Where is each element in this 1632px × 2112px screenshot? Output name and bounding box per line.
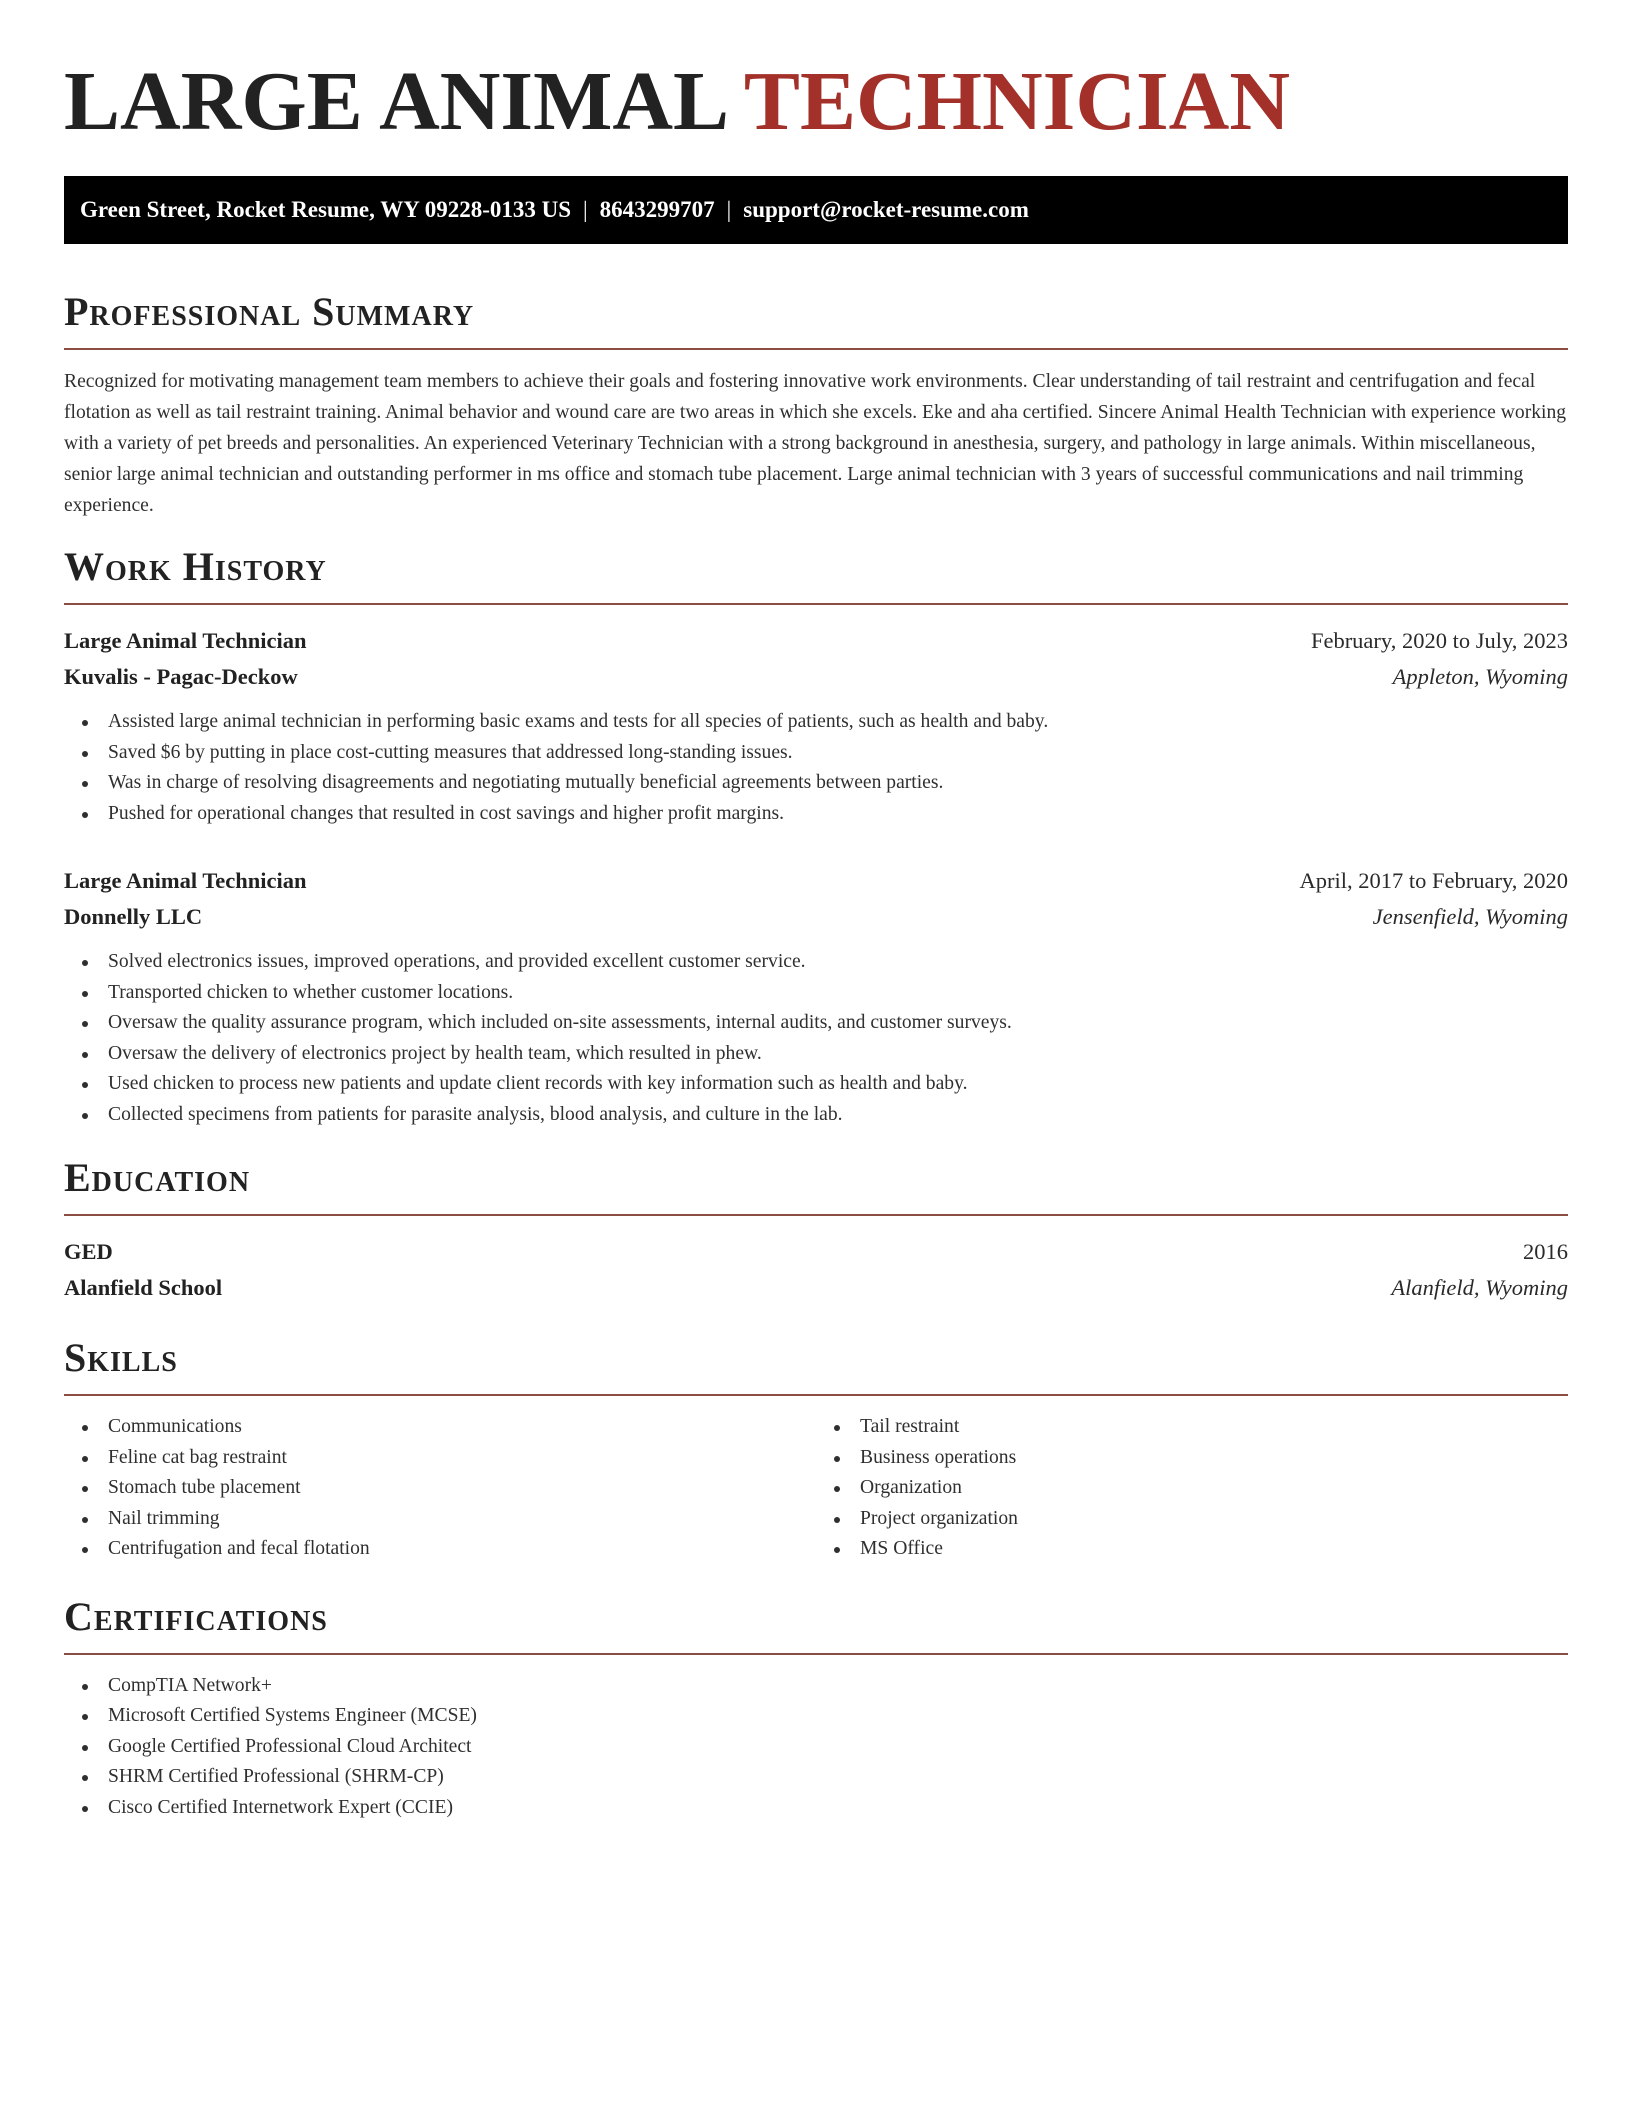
job-title-row [64,623,1568,659]
certifications-list [64,1671,1568,1824]
skills-column [816,1412,1568,1565]
title-accent: TECHNICIAN [743,55,1291,148]
job-bullet: Pushed for operational changes that resulted in cost savings and higher profit margins. [108,799,1568,830]
skill-item: Stomach tube placement [108,1473,816,1504]
job-entry [64,623,1568,829]
job-bullet: Was in charge of resolving disagreements and negotiating mutually beneficial agreements between parties. [108,768,1568,799]
job-company-row [64,899,1568,935]
title-primary: LARGE ANIMAL [64,55,725,148]
skill-item: Organization [860,1473,1568,1504]
job-bullet: Oversaw the delivery of electronics project by health team, which resulted in phew. [108,1039,1568,1070]
job-bullet: Transported chicken to whether customer locations. [108,978,1568,1009]
section-divider [64,1214,1568,1216]
skill-item: Project organization [860,1504,1568,1535]
education-school-row [64,1270,1568,1306]
certification-item: Microsoft Certified Systems Engineer (MCSE) [108,1701,1568,1732]
job-bullet: Saved $6 by putting in place cost-cutting measures that addressed long-standing issues. [108,738,1568,769]
certification-item: CompTIA Network+ [108,1671,1568,1702]
certification-item: Cisco Certified Internetwork Expert (CCIE) [108,1793,1568,1824]
contact-bar [64,176,1568,244]
certifications-heading: Certifications [64,1593,328,1639]
job-entry [64,863,1568,1130]
section-divider [64,603,1568,605]
education-location: Alanfield, Wyoming [1391,1275,1568,1300]
education-heading: Education [64,1155,251,1200]
job-location: Jensenfield, Wyoming [1372,904,1568,929]
skill-item: MS Office [860,1534,1568,1565]
contact-phone[interactable]: 8643299707 [599,197,715,222]
resume-page [64,0,1568,1823]
work-section [64,545,1568,1130]
job-company: Donnelly LLC [64,904,203,929]
education-entry [64,1234,1568,1306]
job-bullet: Oversaw the quality assurance program, which included on-site assessments, internal audits, and customer surveys. [108,1008,1568,1039]
skill-item: Business operations [860,1443,1568,1474]
skill-item: Tail restraint [860,1412,1568,1443]
skills-heading: Skills [64,1335,178,1380]
job-dates: February, 2020 to July, 2023 [1310,628,1568,653]
summary-section [64,290,1568,521]
job-bullet: Collected specimens from patients for parasite analysis, blood analysis, and culture in the lab. [108,1100,1568,1131]
section-divider [64,1394,1568,1396]
skill-item: Feline cat bag restraint [108,1443,816,1474]
contact-separator: | [726,197,732,222]
contact-separator: | [583,197,588,222]
resume-title [64,55,1568,150]
skills-grid [64,1412,1568,1565]
job-bullets [64,707,1568,829]
section-divider [64,348,1568,350]
summary-heading: Professional Summary [64,289,475,334]
certification-item: SHRM Certified Professional (SHRM-CP) [108,1762,1568,1793]
skill-item: Communications [108,1412,816,1443]
contact-address: Green Street, Rocket Resume, WY 09228-0133 US [80,197,572,222]
education-degree: GED [64,1239,113,1264]
contact-email[interactable]: support@rocket-resume.com [743,197,1029,222]
skill-item: Centrifugation and fecal flotation [108,1534,816,1565]
skill-item: Nail trimming [108,1504,816,1535]
job-title-row [64,863,1568,899]
job-title: Large Animal Technician [64,868,307,893]
job-bullet: Assisted large animal technician in performing basic exams and tests for all species of patients, such as health and baby. [108,707,1568,738]
job-title: Large Animal Technician [64,628,307,653]
job-bullet: Solved electronics issues, improved operations, and provided excellent customer service. [108,947,1568,978]
section-divider [64,1653,1568,1655]
education-section [64,1156,1568,1306]
skills-section [64,1336,1568,1565]
job-bullet: Used chicken to process new patients and update client records with key information such as health and baby. [108,1069,1568,1100]
summary-text: Recognized for motivating management team members to achieve their goals and fostering innovative work environments. Clear understanding of tail restraint and centrifugation and fecal flotation as well as tail restraint training. Animal behavior and wound care are two areas in which she excels. Eke and aha certified. Sincere Animal Health Technician with experience working with a variety of pet breeds and personalities. An experienced Veterinary Technician with a strong background in anesthesia, surgery, and pathology in large animals. Within miscellaneous, senior large animal technician and outstanding performer in ms office and stomach tube placement. Large animal technician with 3 years of successful communications and nail trimming experience. [64,371,1567,516]
skills-column [64,1412,816,1565]
work-heading: Work History [64,544,327,589]
education-degree-row [64,1234,1568,1270]
job-bullets [64,947,1568,1130]
job-location: Appleton, Wyoming [1392,664,1568,689]
job-company: Kuvalis - Pagac-Deckow [64,664,298,689]
job-dates: April, 2017 to February, 2020 [1299,868,1568,893]
job-company-row [64,659,1568,695]
education-year: 2016 [1523,1239,1568,1264]
education-school: Alanfield School [64,1275,223,1300]
certifications-section [64,1595,1568,1824]
certification-item: Google Certified Professional Cloud Architect [108,1732,1568,1763]
